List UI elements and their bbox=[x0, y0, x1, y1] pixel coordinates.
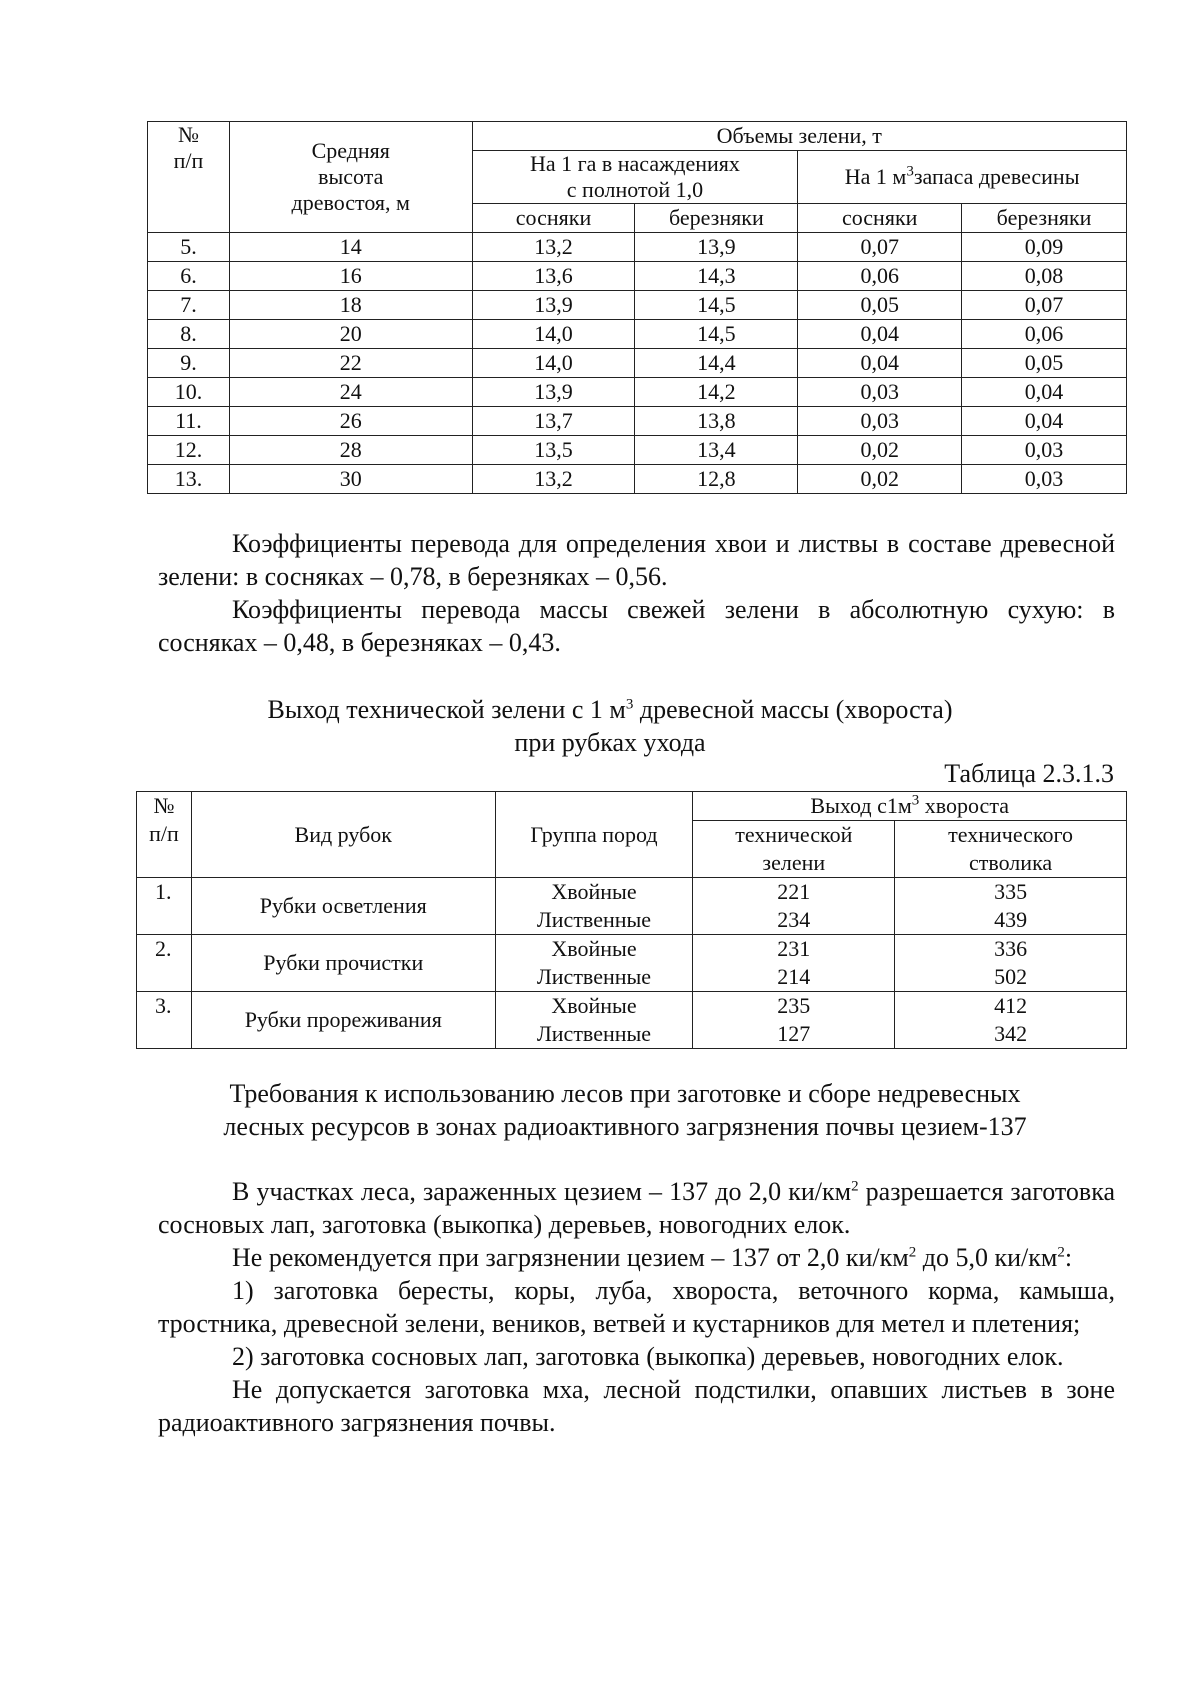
paragraph: Коэффициенты перевода массы свежей зелени в абсолютную сухую: в сосняках – 0,48, в березняках – 0,43. bbox=[158, 595, 1115, 657]
table-cell: 13,9 bbox=[472, 291, 635, 320]
t1-header-birch-ha: березняки bbox=[635, 204, 798, 233]
table-cell: 0,03 bbox=[798, 407, 962, 436]
table-cell: 13,9 bbox=[472, 378, 635, 407]
title-line: Требования к использованию лесов при заготовке и сборе недревесных bbox=[229, 1079, 1021, 1108]
table-cell: 13,2 bbox=[472, 465, 635, 494]
table-cell: 22 bbox=[229, 349, 472, 378]
t2-header-tech-green: технической зелени bbox=[693, 821, 895, 878]
table-row bbox=[137, 878, 1127, 935]
table-row bbox=[148, 436, 1127, 465]
table-cell: 13. bbox=[148, 465, 230, 494]
section-title-yield bbox=[150, 693, 1070, 759]
table-cell: 0,07 bbox=[798, 233, 962, 262]
table-cell: 16 bbox=[229, 262, 472, 291]
table-cell: 0,05 bbox=[962, 349, 1127, 378]
table-cell-kind: Рубки прореживания bbox=[191, 992, 495, 1049]
text-sup: 2 bbox=[908, 1244, 917, 1261]
table-cell: 13,7 bbox=[472, 407, 635, 436]
table-cell: 0,06 bbox=[798, 262, 962, 291]
t1-header-pine-m3: сосняки bbox=[798, 204, 962, 233]
yield-sup: 3 bbox=[911, 792, 920, 809]
table-cell: 0,02 bbox=[798, 436, 962, 465]
paragraph bbox=[158, 1175, 1115, 1241]
title-text: древесной массы (хвороста) bbox=[633, 695, 953, 724]
table-cell: 0,03 bbox=[962, 465, 1127, 494]
table-cell-groups: Хвойные Лиственные bbox=[495, 878, 693, 935]
table-cell: 14,2 bbox=[635, 378, 798, 407]
table-cell: 13,8 bbox=[635, 407, 798, 436]
table-cell: 24 bbox=[229, 378, 472, 407]
tech-greenery-yield-table bbox=[136, 791, 1127, 1049]
table-cell: 8. bbox=[148, 320, 230, 349]
table-cell: 12,8 bbox=[635, 465, 798, 494]
table-row bbox=[137, 935, 1127, 992]
table-cell-pole: 412 342 bbox=[895, 992, 1127, 1049]
t2-header-num: № п/п bbox=[137, 792, 192, 878]
text-sup: 2 bbox=[1057, 1244, 1065, 1261]
table-cell-num: 1. bbox=[137, 878, 192, 935]
table-row bbox=[148, 407, 1127, 436]
table-cell: 0,04 bbox=[798, 349, 962, 378]
title-sup: 3 bbox=[625, 696, 634, 713]
paragraph: Не допускается заготовка мха, лесной подстилки, опавших листьев в зоне радиоактивного загрязнения почвы. bbox=[158, 1375, 1115, 1437]
table-cell-num: 3. bbox=[137, 992, 192, 1049]
t1-header-volumes: Объемы зелени, т bbox=[472, 122, 1126, 151]
t1-header-height: Средняя высота древостоя, м bbox=[229, 122, 472, 233]
table-cell: 28 bbox=[229, 436, 472, 465]
table-cell: 0,04 bbox=[962, 378, 1127, 407]
table-cell: 26 bbox=[229, 407, 472, 436]
table-cell-kind: Рубки осветления bbox=[191, 878, 495, 935]
table-cell: 0,09 bbox=[962, 233, 1127, 262]
table-cell-groups: Хвойные Лиственные bbox=[495, 992, 693, 1049]
table-cell: 12. bbox=[148, 436, 230, 465]
paragraph: 2) заготовка сосновых лап, заготовка (выкопка) деревьев, новогодних елок. bbox=[232, 1342, 1064, 1371]
text-span: : bbox=[1064, 1243, 1073, 1272]
title-text: Выход технической зелени с 1 м bbox=[267, 695, 626, 724]
table-cell: 14,3 bbox=[635, 262, 798, 291]
table-cell: 0,03 bbox=[962, 436, 1127, 465]
table-cell: 14,4 bbox=[635, 349, 798, 378]
table-cell: 0,08 bbox=[962, 262, 1127, 291]
text-span: В участках леса, зараженных цезием – 137 до 2,0 ки/км bbox=[232, 1177, 852, 1206]
table-cell: 11. bbox=[148, 407, 230, 436]
t1-per-m3-post: запаса древесины bbox=[913, 164, 1080, 189]
table-row bbox=[137, 992, 1127, 1049]
text-sup: 2 bbox=[851, 1178, 859, 1195]
paragraph bbox=[158, 1241, 1115, 1274]
title-line: при рубках ухода bbox=[514, 728, 706, 757]
t1-header-pine-ha: сосняки bbox=[472, 204, 635, 233]
table-cell: 6. bbox=[148, 262, 230, 291]
table-row bbox=[148, 378, 1127, 407]
table-number: Таблица 2.3.1.3 bbox=[944, 759, 1114, 788]
table-cell: 0,02 bbox=[798, 465, 962, 494]
table-cell: 13,4 bbox=[635, 436, 798, 465]
table-row bbox=[148, 320, 1127, 349]
t1-per-m3-sup: 3 bbox=[906, 163, 914, 180]
title-line bbox=[150, 693, 1070, 726]
table-cell: 14,0 bbox=[472, 349, 635, 378]
text-span: разрешается заготовка сосновых лап, заготовка (выкопка) деревьев, новогодних елок. bbox=[158, 1177, 1115, 1239]
paragraph: Коэффициенты перевода для определения хвои и листвы в составе древесной зелени: в сосняках – 0,78, в березняках – 0,56. bbox=[158, 529, 1115, 591]
paragraph: 1) заготовка бересты, коры, луба, хвороста, веточного корма, камыша, тростника, древесной зелени, веников, ветвей и кустарников для метел и плетения; bbox=[158, 1276, 1115, 1338]
t2-header-tech-pole: технического стволика bbox=[895, 821, 1127, 878]
table-cell-green: 221 234 bbox=[693, 878, 895, 935]
table-cell-kind: Рубки прочистки bbox=[191, 935, 495, 992]
t1-header-birch-m3: березняки bbox=[962, 204, 1127, 233]
table-cell: 18 bbox=[229, 291, 472, 320]
table-row bbox=[148, 465, 1127, 494]
table-cell: 0,05 bbox=[798, 291, 962, 320]
table-cell: 0,03 bbox=[798, 378, 962, 407]
table-cell-green: 235 127 bbox=[693, 992, 895, 1049]
t1-per-m3-pre: На 1 м bbox=[844, 164, 907, 189]
table-cell: 0,04 bbox=[962, 407, 1127, 436]
table-cell: 0,07 bbox=[962, 291, 1127, 320]
table-cell-green: 231 214 bbox=[693, 935, 895, 992]
table-cell-groups: Хвойные Лиственные bbox=[495, 935, 693, 992]
conversion-coefficients-text bbox=[158, 527, 1115, 659]
title-line: лесных ресурсов в зонах радиоактивного загрязнения почвы цезием-137 bbox=[223, 1112, 1027, 1141]
table-cell: 13,5 bbox=[472, 436, 635, 465]
table-cell: 30 bbox=[229, 465, 472, 494]
yield-text: Выход с1м bbox=[810, 793, 912, 818]
table-row bbox=[148, 262, 1127, 291]
table-cell: 14,5 bbox=[635, 291, 798, 320]
t1-header-per-m3 bbox=[798, 151, 1127, 204]
requirements-text bbox=[158, 1175, 1115, 1439]
table-cell: 14 bbox=[229, 233, 472, 262]
yield-text: хвороста bbox=[919, 793, 1009, 818]
table-cell: 13,6 bbox=[472, 262, 635, 291]
table-cell: 5. bbox=[148, 233, 230, 262]
section-title-requirements bbox=[150, 1077, 1100, 1143]
table-cell: 9. bbox=[148, 349, 230, 378]
table-cell: 13,2 bbox=[472, 233, 635, 262]
table-row bbox=[148, 349, 1127, 378]
text-span: до 5,0 ки/км bbox=[916, 1243, 1058, 1272]
t2-header-yield bbox=[693, 792, 1127, 821]
text-span: Не рекомендуется при загрязнении цезием – 137 от 2,0 ки/км bbox=[232, 1243, 909, 1272]
table-cell-pole: 336 502 bbox=[895, 935, 1127, 992]
table-cell: 14,5 bbox=[635, 320, 798, 349]
t1-header-per-ha: На 1 га в насаждениях с полнотой 1,0 bbox=[472, 151, 798, 204]
table-cell: 20 bbox=[229, 320, 472, 349]
t1-header-num: № п/п bbox=[148, 122, 230, 233]
table-row bbox=[148, 291, 1127, 320]
table-cell: 0,04 bbox=[798, 320, 962, 349]
t2-header-kind: Вид рубок bbox=[191, 792, 495, 878]
table-cell: 7. bbox=[148, 291, 230, 320]
table-cell: 13,9 bbox=[635, 233, 798, 262]
table-row bbox=[148, 233, 1127, 262]
greenery-volume-table bbox=[147, 121, 1127, 494]
table-cell-pole: 335 439 bbox=[895, 878, 1127, 935]
t2-header-group: Группа пород bbox=[495, 792, 693, 878]
table-cell-num: 2. bbox=[137, 935, 192, 992]
table-cell: 0,06 bbox=[962, 320, 1127, 349]
table-cell: 10. bbox=[148, 378, 230, 407]
table-cell: 14,0 bbox=[472, 320, 635, 349]
